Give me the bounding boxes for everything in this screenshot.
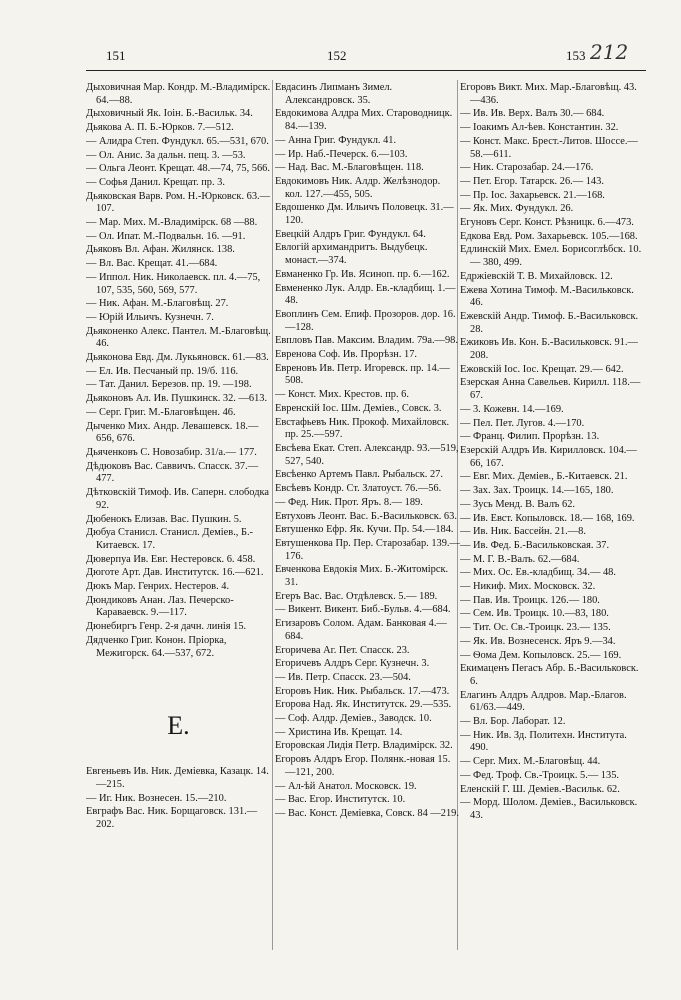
directory-entry: — Пав. Ив. Троицк. 126.— 180. [460,594,600,606]
page-header [0,40,681,70]
page-number-left: 151 [106,48,126,63]
directory-entry: Егоровская Лидія Петр. Владимірск. 32. [275,740,453,752]
directory-entry: — Иппол. Ник. Николаевск. пл. 4.—75, 107, 535, 560, 569, 577. [86,271,261,296]
directory-entry: — Ив. Петр. Спасск. 23.—504. [275,671,411,683]
directory-entry: Евченкова Евдокія Мих. Б.-Житомірск. 31. [275,564,449,589]
directory-column-left [86,82,271,833]
directory-entry: — Тит. Ос. Св.-Троицк. 23.— 135. [460,622,611,634]
directory-entry: Евтушенкова Пр. Пер. Старозабар. 139.—176. [275,537,460,562]
directory-entry: — Ѳома Дем. Копыловск. 25.— 169. [460,649,622,661]
directory-entry: — Над. Вас. М.-Благовѣщен. 118. [275,162,424,174]
directory-entry: Едкова Евд. Ром. Захарьевск. 105.—168. [460,230,638,242]
directory-entry: Езерскій Алдръ Ив. Кирилловск. 104.—66, 167. [460,444,637,469]
directory-entry: — Пет. Егор. Татарск. 26.— 143. [460,175,604,187]
directory-entry: Евсѣенко Артемъ Павл. Рыбальск. 27. [275,469,443,481]
directory-entry: — Мих. Ос. Ев.-кладбищ. 34.— 48. [460,567,616,579]
directory-entry: Дюнебиргъ Генр. 2-я дачн. линія 15. [86,621,247,633]
directory-entry: Евдасинъ Липманъ Зимел. Александровск. 35. [275,82,393,106]
directory-entry: Егеръ Вас. Вас. Отдѣлевск. 5.— 189. [275,590,438,602]
directory-entry: — Ник. Ив. Зд. Политехн. Института. 490. [460,729,627,754]
directory-entry: — Иг. Ник. Вознесен. 15.—210. [86,792,227,804]
directory-entry: — Ив. Ив. Верх. Валъ 30.— 684. [460,108,605,120]
directory-entry: Дьяконовъ Ал. Ив. Пушкинск. 32. —613. [86,393,268,405]
directory-entry: Ежовскій Іос. Іос. Крещат. 29.— 642. [460,363,624,375]
directory-column-right [460,82,645,824]
directory-entry: — Ив. Фед. Б.-Васильковская. 37. [460,539,610,551]
directory-entry: — Тат. Данил. Березов. пр. 19. —198. [86,379,252,391]
directory-entry: Дюбенокъ Елизав. Вас. Пушкин. 5. [86,513,242,525]
directory-entry: Дюбуа Станисл. Станисл. Деміев., Б.-Китаевск. 17. [86,527,254,551]
directory-entry: — Серг. Григ. М.-Благовѣщен. 46. [86,406,236,418]
directory-entry: — Франц. Филип. Прорѣзн. 13. [460,431,600,443]
directory-entry: Евдошенко Дм. Ильичъ Половецк. 31.—120. [275,202,454,227]
directory-entry: — Конст. Мих. Крестов. пр. 6. [275,389,409,401]
directory-entry: Евтушенко Ефр. Як. Кучи. Пр. 54.—184. [275,524,454,536]
directory-entry: — Ол. Ипат. М.-Подвальн. 16. —91. [86,230,246,242]
directory-entry: Ежевскій Андр. Тимоф. Б.-Васильковск. 28. [460,310,639,335]
directory-entry: — Христина Ив. Крещат. 14. [275,726,403,738]
column-separator [272,80,273,950]
directory-entry: — Викент. Викент. Биб.-Бульв. 4.—684. [275,604,451,616]
directory-entry: Евдокимова Алдра Мих. Староводницк. 84.—139. [275,108,453,133]
directory-entry: Елагинъ Алдръ Алдров. Мар.-Благов. 61/63.—449. [460,689,627,714]
directory-entry: — Ив. Евст. Копыловск. 18.— 168, 169. [460,512,635,524]
directory-entry: — Вл. Бор. Лаборат. 12. [460,716,566,728]
page-number-right: 153 [566,48,586,63]
directory-entry: — Ир. Наб.-Печерск. 6.—103. [275,148,408,160]
directory-column-middle [275,82,460,822]
directory-entry: — Евг. Мих. Деміев., Б.-Китаевск. 21. [460,471,628,483]
directory-entry: Евпловъ Пав. Максим. Владим. 79а.—98. [275,335,458,347]
directory-entry: — Ник. Афан. М.-Благовѣщ. 27. [86,298,229,310]
directory-entry: Егоровъ Алдръ Егор. Полянк.-новая 15.—121, 200. [275,754,451,778]
directory-entry: Егуновъ Серг. Конст. Рѣзницк. 6.—473. [460,217,634,229]
directory-entry: Дыченко Мих. Андр. Левашевск. 18.—656, 676. [86,420,259,445]
directory-entry: Егизаровъ Солом. Адам. Банковая 4.—684. [275,618,447,642]
directory-entry: Екимаценъ Пегасъ Абр. Б.-Васильковск. 6. [460,663,639,687]
directory-entry: — Морд. Шолом. Деміев., Васильковск. 43. [460,797,638,821]
directory-entry: Евдокимовъ Ник. Алдр. Желѣзнодор. кол. 127.—455, 505. [275,175,441,200]
directory-entry: — Никиф. Мих. Московск. 32. [460,581,596,593]
directory-entry: Евлогій архимандритъ. Выдубецк. монаст.—374. [275,242,428,267]
directory-entry: Егорова Над. Як. Институтск. 29.—535. [275,699,452,711]
directory-entry: Евренскій Іос. Шм. Деміев., Совск. 3. [275,402,442,414]
directory-entry: — Як. Ив. Вознесенск. Яръ 9.—34. [460,635,616,647]
directory-entry: — Конст. Макс. Брест.-Литов. Шоссе.—58.—611. [460,135,638,160]
page-number-center: 152 [327,48,347,63]
directory-entry: — Фед. Ник. Прот. Яръ. 8.— 189. [275,496,423,508]
directory-entry: Евецкій Алдръ Григ. Фундукл. 64. [275,228,426,240]
directory-entry: — Серг. Мих. М.-Благовѣщ. 44. [460,756,601,768]
directory-entry: — Алидра Степ. Фундукл. 65.—531, 670. [86,135,269,147]
directory-entry: — Іоакимъ Ал-ѣев. Константин. 32. [460,122,619,134]
directory-entry: Евстафьевъ Ник. Прокоф. Михайловск. пр. 25.—597. [275,416,450,441]
directory-entry: — Ел. Ив. Песчаный пр. 19/б. 116. [86,365,239,377]
directory-entry: — Фед. Троф. Св.-Троицк. 5.— 135. [460,769,619,781]
directory-entry: — Ольга Леонт. Крещат. 48.—74, 75, 566. [86,163,270,175]
directory-entry: — Ал-ѣй Анатол. Московск. 19. [275,780,417,792]
directory-entry: Евренова Соф. Ив. Прорѣзн. 17. [275,349,418,361]
directory-entry: Дюверпуа Ив. Евг. Нестеровск. 6. 458. [86,553,256,565]
section-letter: Е. [167,711,190,741]
directory-entry: Едлинскій Мих. Емел. Борисоглѣбск. 10.— 380, 499. [460,244,642,269]
directory-entry: Дѣдюковъ Вас. Саввичъ. Спасск. 37.—477. [86,460,259,485]
directory-entry: Дюндиковъ Анан. Лаз. Печерско-Караваевск. 9.—117. [86,594,234,619]
directory-entry: — Як. Мих. Фундукл. 26. [460,203,574,215]
directory-entry: Дьяконова Евд. Дм. Лукьяновск. 61.—83. [86,352,269,364]
directory-entry: Егоричева Аг. Пет. Спасск. 23. [275,644,410,656]
directory-entry: — Вас. Егор. Институтск. 10. [275,794,406,806]
directory-entry: — Пел. Пет. Лугов. 4.—170. [460,417,585,429]
directory-entry: Дьякова А. П. Б.-Юрков. 7.—512. [86,122,234,134]
directory-entry: Евоплинъ Сем. Епиф. Прозоров. дор. 16.—128. [275,308,456,333]
directory-entry: Ежиковъ Ив. Кон. Б.-Васильковск. 91.—208. [460,337,638,362]
directory-entry: — Соф. Алдр. Деміев., Заводск. 10. [275,713,432,725]
directory-entry: — Анна Григ. Фундукл. 41. [275,134,397,146]
directory-entry: — Вл. Вас. Крещат. 41.—684. [86,258,218,270]
directory-entry: — Ив. Ник. Бассейн. 21.—8. [460,526,586,538]
directory-entry: Дѣтковскій Тимоф. Ив. Саперн. слободка 92. [86,487,269,511]
handwritten-page-number: 212 [590,40,629,64]
directory-entry: Егоричевъ Алдръ Серг. Кузнечн. 3. [275,658,430,670]
directory-entry: — Зусь Менд. В. Валъ 62. [460,498,575,510]
directory-entry: — Сем. Ив. Троицк. 10.—83, 180. [460,608,609,620]
directory-entry: Дыховичный Як. Іоін. Б.-Васильк. 34. [86,108,253,120]
directory-entry: Дьяковъ Вл. Афан. Жилянск. 138. [86,244,235,256]
directory-entry: Евтуховъ Леонт. Вас. Б.-Васильковск. 63. [275,510,457,522]
directory-entry: — Ник. Старозабар. 24.—176. [460,162,594,174]
directory-entry: Евграфъ Вас. Ник. Борщаговск. 131.—202. [86,806,258,831]
directory-entry: — 3. Кожевн. 14.—169. [460,403,564,415]
header-rule [86,70,646,71]
directory-entry: — Софья Данил. Крещат. пр. 3. [86,176,225,188]
directory-entry: Егоровъ Викт. Мих. Мар.-Благовѣщ. 43.—436. [460,82,637,106]
directory-entry: Дыховичная Мар. Кондр. М.-Владимірск. 64.—88. [86,82,271,106]
directory-entry: Евманенко Гр. Ив. Ясиноп. пр. 6.—162. [275,268,450,280]
directory-entry: Дюготе Арт. Дав. Институтск. 16.—621. [86,567,264,579]
directory-entry: Дьяковская Варв. Ром. Н.-Юрковск. 63.—107. [86,190,271,215]
directory-entry: Дьяконенко Алекс. Пантел. М.-Благовѣщ. 46. [86,325,271,350]
directory-entry: — Пр. Іос. Захарьевск. 21.—168. [460,189,605,201]
directory-entry: Дюкъ Мар. Генрих. Нестеров. 4. [86,581,230,593]
directory-entry: — Мар. Мих. М.-Владимірск. 68 —88. [86,217,258,229]
directory-entry: Еленскій Г. Ш. Деміев.-Васильк. 62. [460,783,620,795]
directory-entry: Дьяченковъ С. Новозабир. 31/а.— 177. [86,446,257,458]
directory-entry: Евгеньевъ Ив. Ник. Деміевка, Казацк. 14.—215. [86,766,269,790]
directory-entry: Евреновъ Ив. Петр. Игоревск. пр. 14.—508. [275,362,450,387]
directory-entry: — Зах. Зах. Троицк. 14.—165, 180. [460,485,614,497]
directory-entry: — М. Г. В.-Валъ. 62.—684. [460,553,580,565]
directory-entry: Едржіевскій Т. В. Михайловск. 12. [460,270,613,282]
directory-entry: Езерская Анна Савельев. Кирилл. 118.—67. [460,377,641,402]
directory-entry: Дядченко Григ. Конон. Пріорка, Межигорск. 64.—537, 672. [86,634,227,659]
directory-entry: Евсѣевъ Кондр. Ст. Златоуст. 76.—56. [275,483,442,495]
directory-entry: Ежева Хотина Тимоф. М.-Васильковск. 46. [460,284,634,309]
directory-entry: Евсѣева Екат. Степ. Александр. 93.—519, 527, 540. [275,442,459,467]
directory-entry: Егоровъ Ник. Ник. Рыбальск. 17.—473. [275,685,450,697]
directory-entry: — Ол. Анис. За дальн. пещ. 3. —53. [86,149,246,161]
directory-entry: — Вас. Конст. Деміевка, Совск. 84 —219. [275,807,459,819]
directory-entry: — Юрій Ильичъ. Кузнечн. 7. [86,311,214,323]
directory-entry: Евмененко Лук. Алдр. Ев.-кладбищ. 1.—48. [275,282,456,307]
